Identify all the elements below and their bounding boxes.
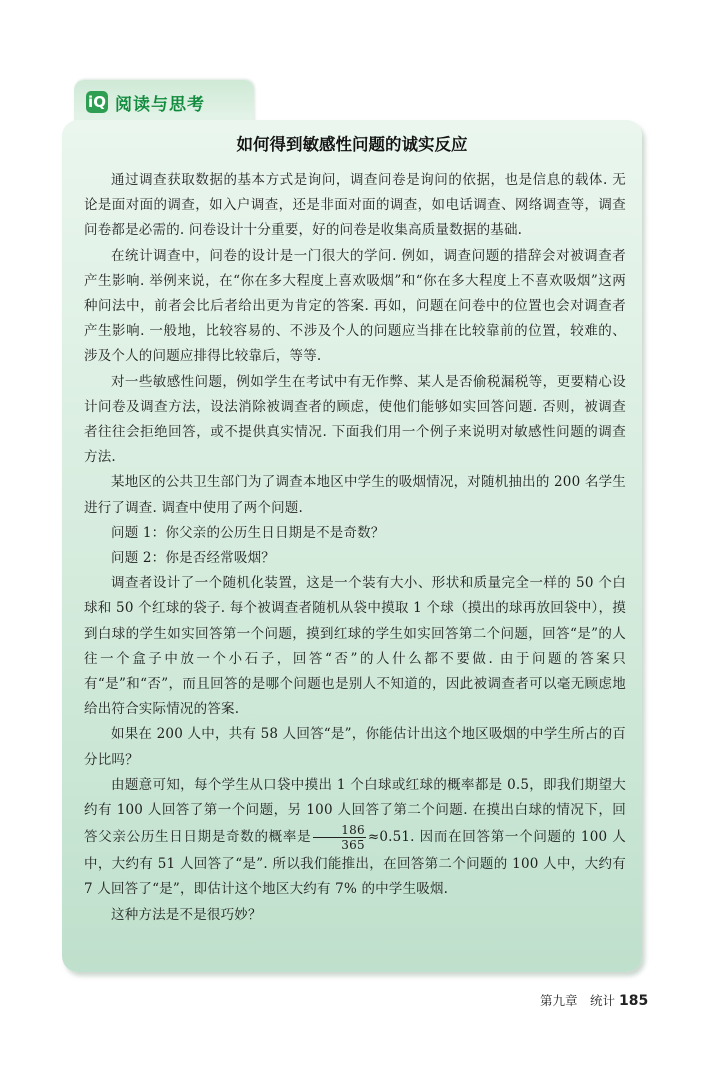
page-number: 185 bbox=[619, 993, 649, 1009]
page-footer bbox=[540, 991, 648, 1009]
paragraph: 如果在 200 人中，共有 58 人回答“是”，你能估计出这个地区吸烟的中学生所占的百分比吗？ bbox=[84, 726, 626, 768]
text-before-fraction: 由题意可知，每个学生从口袋中摸出 1 个白球或红球的概率都是 0.5，即我们期望大约有 100 人回答了第一个问题，另 100 人回答了第二个问题. 在摸出白球的情况下，回答父亲公历生日日期是奇数的概率是 bbox=[84, 776, 626, 846]
section-tab bbox=[74, 80, 254, 124]
paragraph: 这种方法是不是很巧妙？ bbox=[111, 906, 262, 923]
paragraph: 调查者设计了一个随机化装置，这是一个装有大小、形状和质量完全一样的 50 个白球和 50 个红球的袋子. 每个被调查者随机从袋中摸取 1 个球（摸出的球再放回袋中），摸到白球的学生如实回答第一个问题，摸到红球的学生如实回答第二个问题，回答“是”的人往一个盒子中放一个小石子，回答“否”的人什么都不要做. 由于问题的答案只有“是”和“否”，而且回答的是哪个问题也是别人不知道的，因此被调查者可以毫无顾虑地给出符合实际情况的答案. bbox=[84, 575, 626, 718]
paragraph: 某地区的公共卫生部门为了调查本地区中学生的吸烟情况，对随机抽出的 200 名学生进行了调查. 调查中使用了两个问题. bbox=[84, 474, 626, 516]
reading-icon: iQ bbox=[86, 91, 108, 113]
paragraph: 通过调查获取数据的基本方式是询问，调查问卷是询问的依据，也是信息的载体. 无论是面对面的调查，如入户调查，还是非面对面的调查，如电话调查、网络调查等，调查问卷都是必需的. 问卷设计十分重要，好的问卷是收集高质量数据的基础. bbox=[84, 172, 626, 239]
paragraph: 对一些敏感性问题，例如学生在考试中有无作弊、某人是否偷税漏税等，更要精心设计问卷及调查方法，设法消除被调查者的顾虑，使他们能够如实回答问题. 否则，被调查者往往会拒绝回答，或不提供真实情况. 下面我们用一个例子来说明对敏感性问题的调查方法. bbox=[84, 373, 626, 466]
section-label: 阅读与思考 bbox=[115, 94, 205, 115]
article-panel bbox=[62, 120, 642, 972]
fraction-numerator: 186 bbox=[313, 823, 366, 838]
paragraph: 在统计调查中，问卷的设计是一门很大的学问. 例如，调查问题的措辞会对被调查者产生影响. 举例来说，在“你在多大程度上喜欢吸烟”和“你在多大程度上不喜欢吸烟”这两种问法中，前者会比后者给出更为肯定的答案. 再如，问题在问卷中的位置也会对调查者产生影响. 一般地，比较容易的、不涉及个人的问题应当排在比较靠前的位置，较难的、涉及个人的问题应排得比较靠后，等等. bbox=[84, 247, 626, 365]
fraction-denominator: 365 bbox=[341, 838, 365, 853]
probability-fraction bbox=[313, 823, 366, 852]
article-title: 如何得到敏感性问题的诚实反应 bbox=[236, 135, 468, 154]
paragraph-with-fraction bbox=[84, 773, 626, 903]
chapter-label: 第九章 统计 bbox=[540, 993, 616, 1008]
question-2: 问题 2：你是否经常吸烟？ bbox=[111, 550, 275, 567]
text-after-fraction: ≈0.51. 因而在回答第一个问题的 100 人中，大约有 51 人回答了“是”. 所以我们能推出，在回答第二个问题的 100 人中，大约有 7 人回答了“是”，即估计这个地区大约有 7% 的中学生吸烟. bbox=[84, 829, 626, 898]
article-body bbox=[84, 168, 626, 928]
question-1: 问题 1：你父亲的公历生日日期是不是奇数？ bbox=[111, 524, 385, 541]
